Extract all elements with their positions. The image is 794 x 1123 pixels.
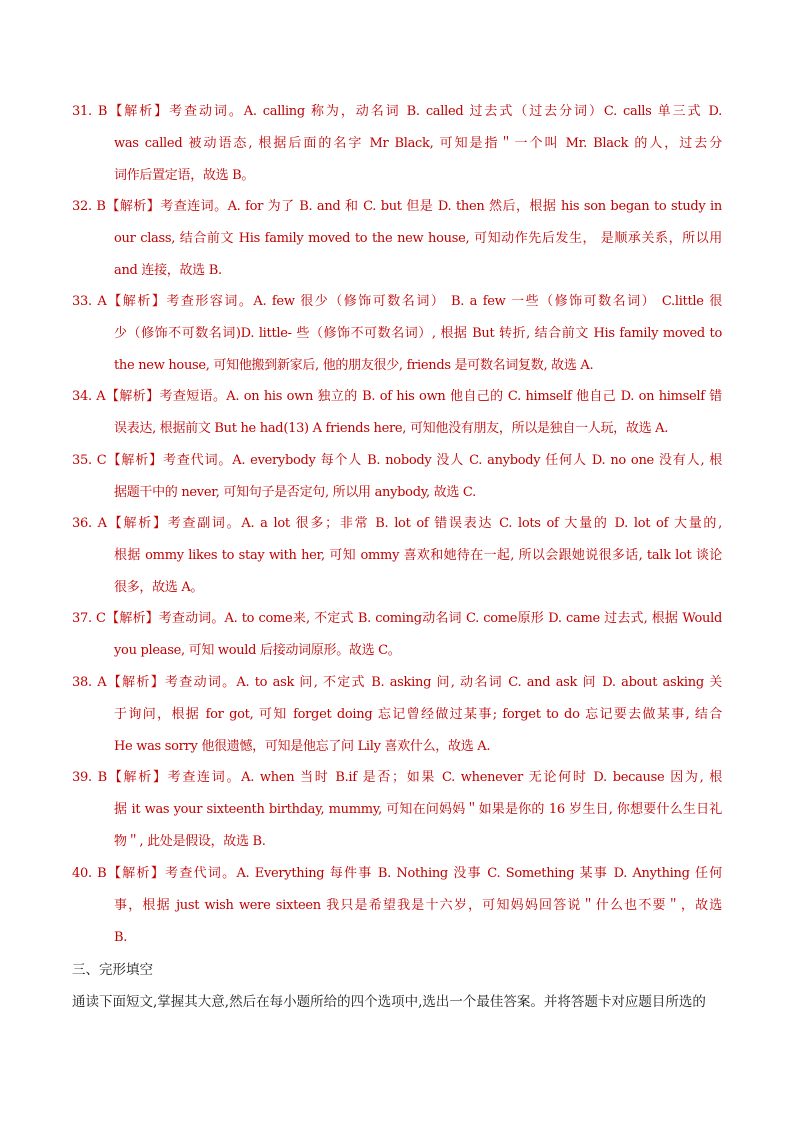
item-line: 36. A【解析】考查副词。A. a lot 很多；非常 B. lot of 错误表达 C. lots of 大量的 D. lot of 大量的, xyxy=(72,516,722,531)
item-line: 少（修饰不可数名词)D. little- 些（修饰不可数名词）, 根据 But 转折, 结合前文 His family moved to xyxy=(114,326,722,341)
item-line: 31. B【解析】考查动词。A. calling 称为，动名词 B. called 过去式（过去分词）C. calls 单三式 D. xyxy=(72,104,722,119)
item-line: 于询问，根据 for got, 可知 forget doing 忘记曾经做过某事; forget to do 忘记要去做某事, 结合 xyxy=(114,707,722,722)
item-line: 39. B【解析】考查连词。A. when 当时 B.if 是否；如果 C. whenever 无论何时 D. because 因为, 根 xyxy=(72,770,722,785)
item-line: 据 it was your sixteenth birthday, mummy, 可知在问妈妈＂如果是你的 16 岁生日, 你想要什么生日礼 xyxy=(114,802,722,817)
answer-item-38 xyxy=(72,667,722,763)
item-line: and 连接，故选 B. xyxy=(114,263,222,278)
item-line: 据题干中的 never, 可知句子是否定句, 所以用 anybody, 故选 C. xyxy=(114,485,476,500)
item-line: 40. B【解析】考查代词。A. Everything 每件事 B. Nothing 没事 C. Something 某事 D. Anything 任何 xyxy=(72,866,722,881)
answer-item-34 xyxy=(72,381,722,445)
item-line: 32. B【解析】考查连词。A. for 为了 B. and 和 C. but 但是 D. then 然后，根据 his son began to study in xyxy=(72,199,722,214)
answer-item-36 xyxy=(72,508,722,604)
item-line: He was sorry 他很遗憾，可知是他忘了问 Lily 喜欢什么，故选 A. xyxy=(114,739,491,754)
item-line: 根据 ommy likes to stay with her, 可知 ommy 喜欢和她待在一起, 所以会跟她说很多话, talk lot 谈论 xyxy=(114,548,722,563)
item-line: 很多，故选 A。 xyxy=(114,580,204,595)
item-line: was called 被动语态, 根据后面的名字 Mr Black, 可知是指＂一个叫 Mr. Black 的人，过去分 xyxy=(114,136,722,151)
answer-item-32 xyxy=(72,191,722,287)
section-title: 三、完形填空 xyxy=(72,962,153,978)
item-line: 事，根据 just wish were sixteen 我只是希望我是十六岁，可知妈妈回答说＂什么也不要＂，故选 xyxy=(114,898,722,913)
item-line: 33. A【解析】考查形容词。A. few 很少（修饰可数名词） B. a few 一些（修饰可数名词） C.little 很 xyxy=(72,294,722,309)
item-line: you please, 可知 would 后接动词原形。故选 C。 xyxy=(114,643,401,658)
answer-item-37 xyxy=(72,603,722,667)
item-line: 38. A【解析】考查动词。A. to ask 问, 不定式 B. asking 问, 动名词 C. and ask 问 D. about asking 关 xyxy=(72,675,722,690)
answer-item-35 xyxy=(72,445,722,509)
item-line: 物＂, 此处是假设，故选 B. xyxy=(114,834,266,849)
item-line: 37. C【解析】考查动词。A. to come来, 不定式 B. coming动名词 C. come原形 D. came 过去式, 根据 Would xyxy=(72,611,722,626)
item-line: 误表达, 根据前文 But he had(13) A friends here, 可知他没有朋友，所以是独自一人玩，故选 A. xyxy=(114,421,669,436)
item-line: B. xyxy=(114,930,128,945)
item-line: 35. C【解析】考查代词。A. everybody 每个人 B. nobody 没人 C. anybody 任何人 D. no one 没有人, 根 xyxy=(72,453,722,468)
item-line: our class, 结合前文 His family moved to the new house, 可知动作先后发生， 是顺承关系，所以用 xyxy=(114,231,722,246)
answer-item-31 xyxy=(72,96,722,192)
item-line: 词作后置定语，故选 B。 xyxy=(114,168,255,183)
answer-item-33 xyxy=(72,286,722,382)
section-instruction: 通读下面短文,掌握其大意,然后在每小题所给的四个选项中,选出一个最佳答案。并将答题卡对应题目所选的 xyxy=(72,994,706,1010)
answer-item-40 xyxy=(72,858,722,954)
item-line: the new house, 可知他搬到新家后, 他的朋友很少, friends 是可数名词复数, 故选 A. xyxy=(114,358,594,373)
answer-item-39 xyxy=(72,762,722,858)
item-line: 34. A【解析】考查短语。A. on his own 独立的 B. of his own 他自己的 C. himself 他自己 D. on himself 错 xyxy=(72,389,722,404)
